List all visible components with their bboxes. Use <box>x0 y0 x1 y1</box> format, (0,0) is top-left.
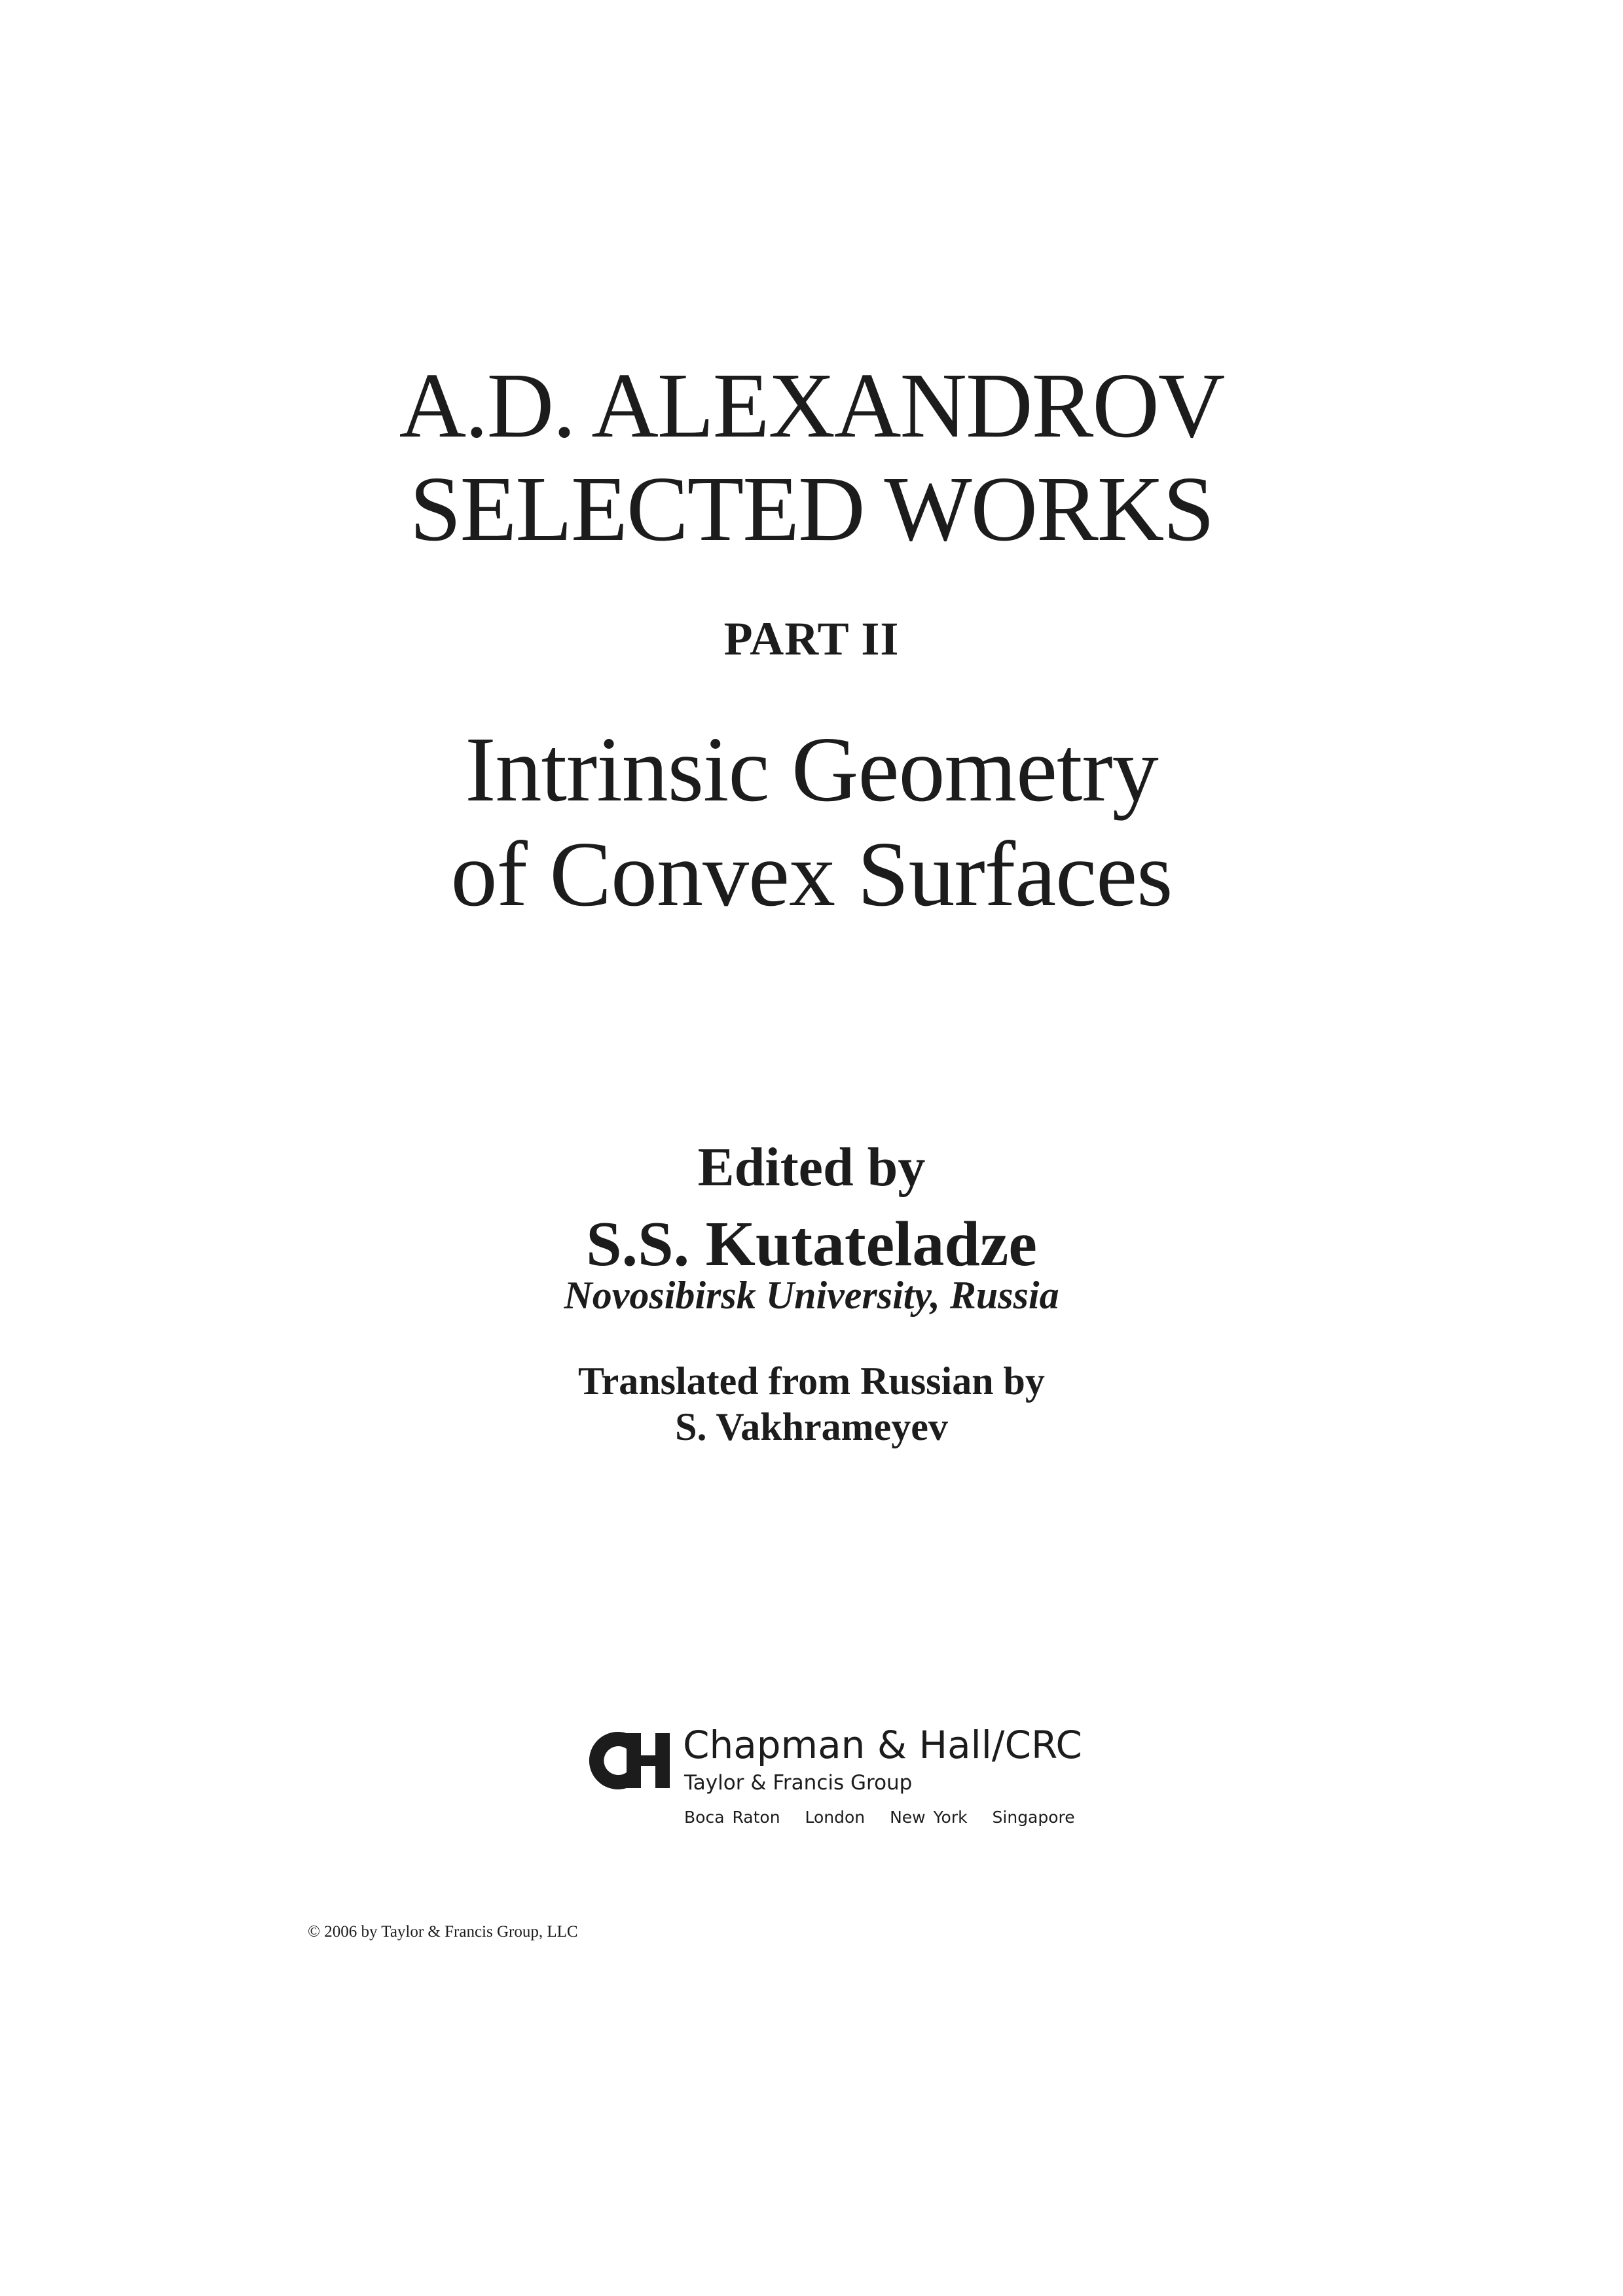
chapman-hall-logo-icon <box>586 1728 672 1793</box>
editor-name: S.S. Kutateladze <box>586 1209 1037 1280</box>
series-title-line-1: A.D. ALEXANDROV <box>399 353 1224 457</box>
publisher-imprint <box>586 1723 1084 1833</box>
editor-affiliation: Novosibirsk University, Russia <box>564 1274 1059 1317</box>
publisher-city: London <box>805 1808 866 1827</box>
book-title-line-2: of Convex Surfaces <box>450 822 1173 925</box>
series-title <box>0 353 1623 560</box>
publisher-name: Chapman & Hall/CRC <box>683 1723 1082 1767</box>
publisher-city: New York <box>890 1808 968 1827</box>
publisher-group: Taylor & Francis Group <box>684 1771 913 1795</box>
book-title <box>0 717 1623 926</box>
publisher-cities <box>684 1808 1092 1827</box>
part-label: PART II <box>723 613 900 665</box>
translator-block <box>0 1358 1623 1450</box>
copyright-notice: © 2006 by Taylor & Francis Group, LLC <box>308 1923 578 1941</box>
book-title-line-1: Intrinsic Geometry <box>465 717 1158 821</box>
publisher-city: Boca Raton <box>684 1808 780 1827</box>
publisher-city: Singapore <box>992 1808 1075 1827</box>
translator-name: S. Vakhrameyev <box>675 1405 948 1448</box>
edited-by-label: Edited by <box>697 1137 926 1198</box>
series-title-line-2: SELECTED WORKS <box>409 457 1214 560</box>
translated-by-label: Translated from Russian by <box>578 1359 1045 1403</box>
